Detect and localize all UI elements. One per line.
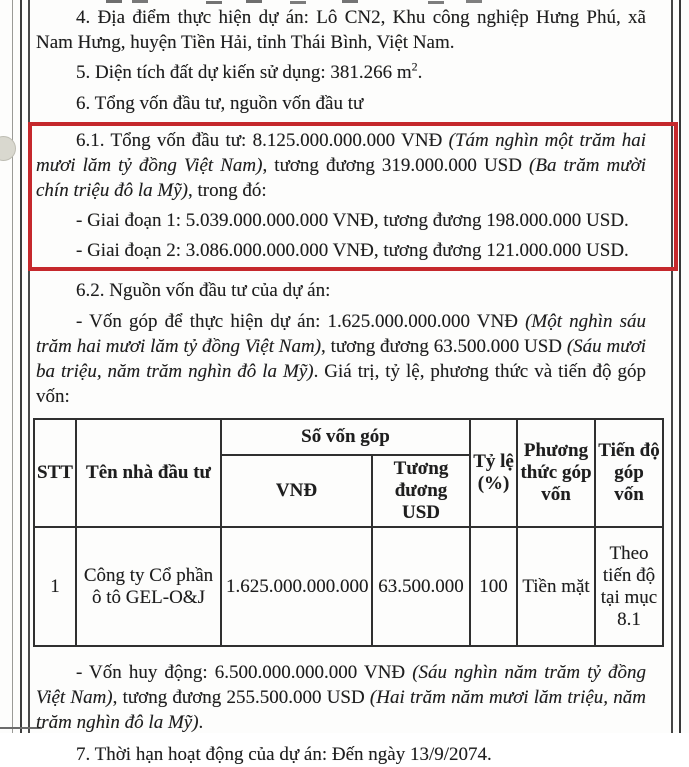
land-area-text: 5. Diện tích đất dự kiến sử dụng: 381.266 m [76, 62, 412, 83]
cell-method: Tiền mặt [517, 527, 595, 646]
mobilized-capital-vnd-words: (Sáu nghìn năm trăm tỷ đồng Việt Nam) [36, 662, 646, 708]
cell-stt: 1 [34, 527, 76, 646]
capital-contribution-vnd-words: (Một nghìn sáu trăm hai mươi lăm tỷ đồng Việt Nam) [36, 311, 646, 357]
total-investment-usd: , tương đương 319.000.000 USD [262, 155, 530, 176]
paragraph-capital-contribution [36, 309, 646, 409]
capital-contribution-usd-words: (Sáu mươi ba triệu, năm trăm nghìn đô la Mỹ) [36, 336, 647, 382]
mobilized-capital-text: - Vốn huy động: 6.500.000.000.000 VNĐ [76, 662, 413, 683]
paragraph-project-location: 4. Địa điểm thực hiện dự án: Lô CN2, Khu công nghiệp Hưng Phú, xã Nam Hưng, huyện Tiền Hải, tỉnh Thái Bình, Việt Nam. [36, 7, 646, 53]
cell-usd: 63.500.000 [372, 527, 470, 646]
cell-ratio: 100 [470, 527, 517, 646]
mobilized-capital-usd: , tương đương 255.500.000 USD [112, 687, 370, 708]
col-header-investor: Tên nhà đầu tư [76, 419, 221, 527]
table-row [34, 527, 663, 646]
list-item-phase-2: - Giai đoạn 2: 3.086.000.000.000 VNĐ, tương đương 121.000.000 USD. [76, 240, 629, 261]
table-header-row-1 [34, 419, 663, 455]
hole-punch-mark [0, 136, 16, 161]
paragraph-project-duration: 7. Thời hạn hoạt động của dự án: Đến ngày 13/9/2074. [76, 744, 492, 765]
square-meter-superscript: 2 [411, 59, 418, 74]
capital-contribution-table [33, 418, 664, 647]
col-header-schedule: Tiến độ góp vốn [595, 419, 663, 527]
col-header-stt: STT [34, 419, 76, 527]
cell-investor: Công ty Cổ phần ô tô GEL-O&J [76, 527, 221, 646]
total-investment-usd-words: (Ba trăm mười chín triệu đô la Mỹ) [36, 155, 646, 201]
page-edge-line-left [12, 0, 13, 733]
paragraph-land-area [36, 60, 646, 85]
heading-total-investment: 6. Tổng vốn đầu tư, nguồn vốn đầu tư [76, 93, 364, 114]
mobilized-capital-tail: . [198, 712, 204, 733]
paragraph-mobilized-capital [36, 660, 646, 735]
col-header-ratio: Tỷ lệ (%) [470, 419, 517, 527]
page-border-right [671, 0, 681, 733]
total-investment-vnd-words: (Tám nghìn một trăm hai mươi lăm tỷ đồng Việt Nam) [36, 130, 646, 176]
paragraph-total-investment [36, 128, 646, 203]
page-border-left [20, 0, 30, 733]
list-item-phase-1: - Giai đoạn 1: 5.039.000.000.000 VNĐ, tương đương 198.000.000 USD. [76, 210, 629, 231]
mobilized-capital-usd-words: (Hai trăm năm mươi lăm triệu, năm trăm nghìn đô la Mỹ) [36, 687, 646, 733]
col-header-usd: Tương đương USD [372, 455, 470, 527]
capital-contribution-text: - Vốn góp để thực hiện dự án: 1.625.000.000.000 VNĐ [76, 311, 526, 332]
land-area-period: . [417, 62, 423, 83]
document-content [36, 0, 660, 767]
cell-vnd: 1.625.000.000.000 [221, 527, 372, 646]
total-investment-text: 6.1. Tổng vốn đầu tư: 8.125.000.000.000 VNĐ [76, 130, 449, 151]
capital-contribution-usd: , tương đương 63.500.000 USD [321, 336, 567, 357]
capital-contribution-tail: . Giá trị, tỷ lệ, phương thức và tiến độ góp vốn: [36, 361, 646, 407]
col-header-contribution-group: Số vốn góp [221, 419, 470, 455]
cell-schedule: Theo tiến độ tại mục 8.1 [595, 527, 663, 646]
highlight-box-section-6-1 [28, 122, 678, 271]
heading-capital-sources: 6.2. Nguồn vốn đầu tư của dự án: [76, 280, 331, 301]
col-header-method: Phương thức góp vốn [517, 419, 595, 527]
total-investment-tail: , trong đó: [187, 180, 267, 201]
col-header-vnd: VNĐ [221, 455, 372, 527]
